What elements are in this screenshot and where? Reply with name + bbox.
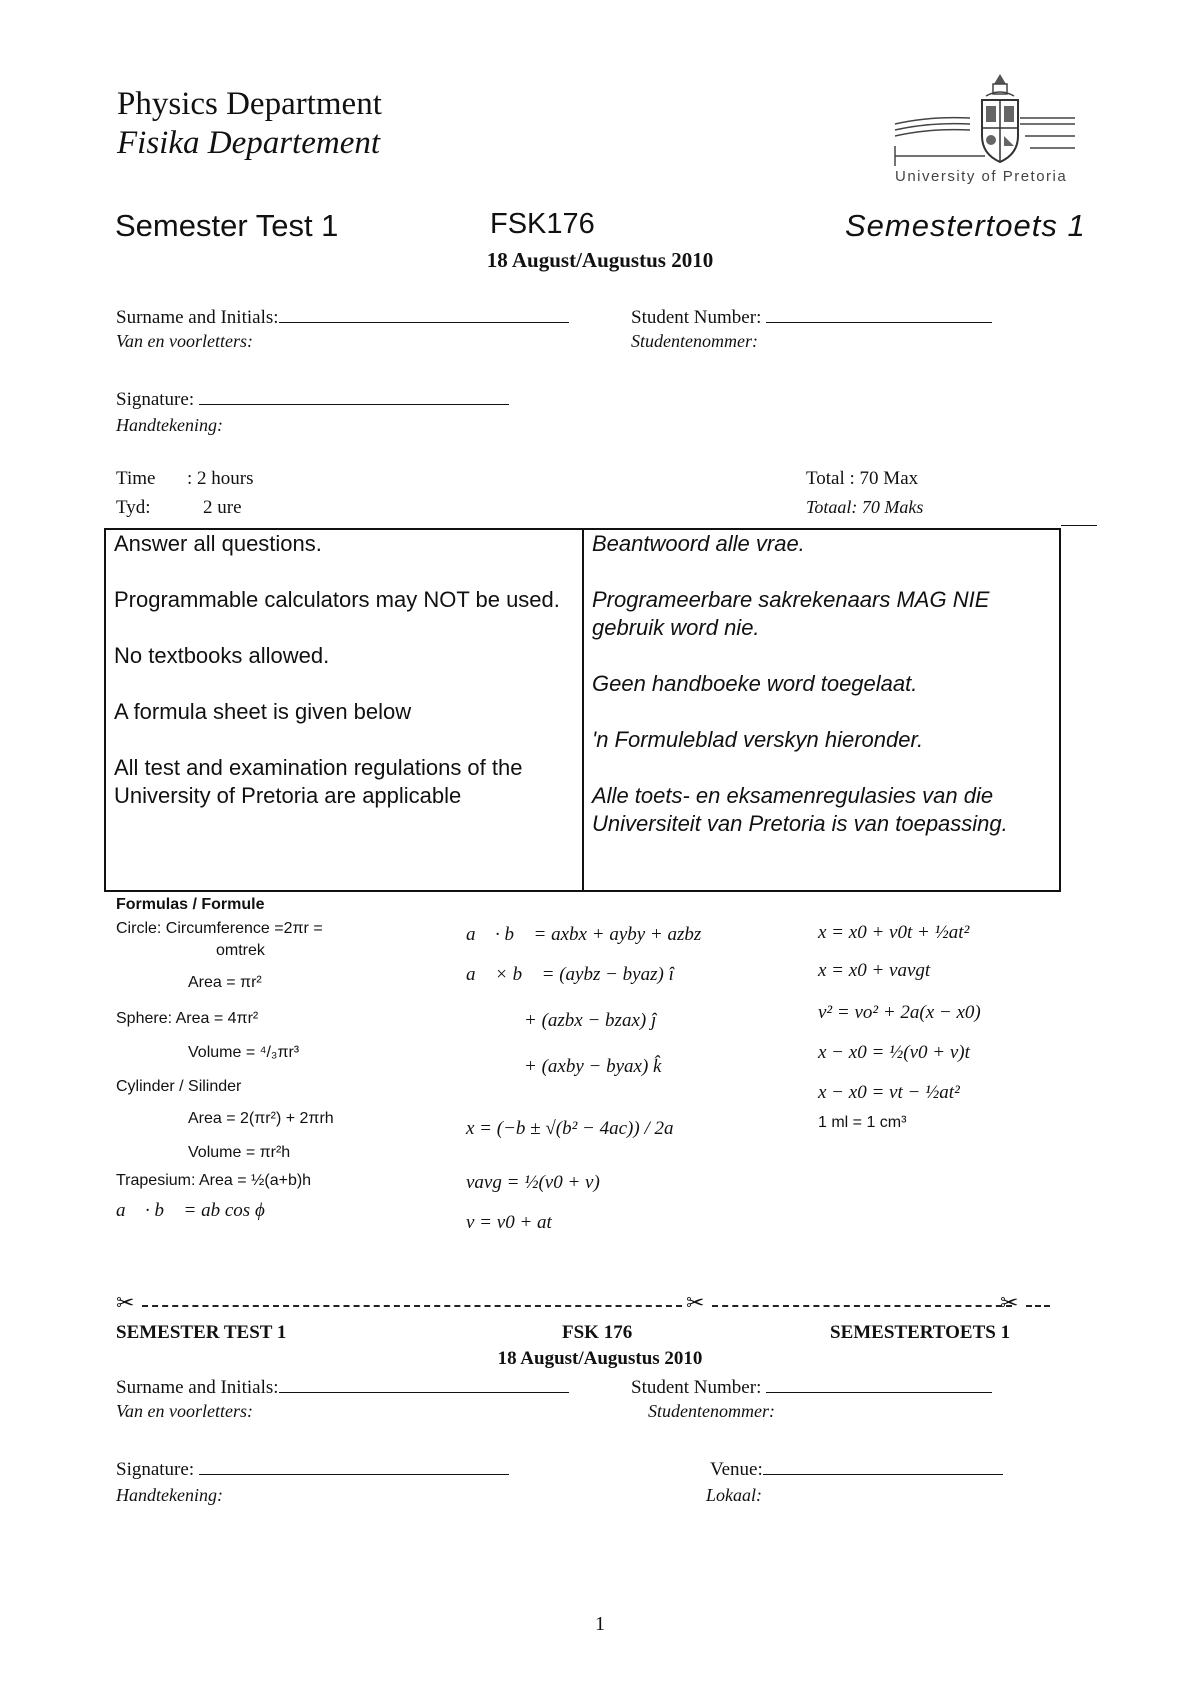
formula-ml-conversion: 1 ml = 1 cm³ <box>818 1114 907 1131</box>
instruction-af-5: Alle toets- en eksamenregulasies van die Universiteit van Pretoria is van toepassing. <box>592 783 1008 836</box>
formula-sphere-area: Sphere: Area = 4πr² <box>116 1010 259 1027</box>
formula-cylinder-heading: Cylinder / Silinder <box>116 1078 242 1095</box>
formula-quadratic: x = (−b ± √(b² − 4ac)) / 2a <box>466 1118 674 1139</box>
formula-circle-circumference: Circle: Circumference =2πr = <box>116 920 323 937</box>
student-number-field[interactable] <box>631 304 992 329</box>
university-name: University of Pretoria <box>895 168 1068 185</box>
module-code: FSK176 <box>490 208 595 240</box>
instructions-box <box>104 528 1061 892</box>
slip-student-number-sublabel: Studentenommer: <box>648 1401 775 1421</box>
student-number-sublabel: Studentenommer: <box>631 331 758 351</box>
slip-module-code: FSK 176 <box>562 1322 633 1343</box>
slip-date: 18 August/Augustus 2010 <box>497 1348 703 1369</box>
formula-cylinder-volume: Volume = πr²h <box>188 1144 291 1161</box>
student-number-blank[interactable] <box>766 304 992 323</box>
instruction-af-3: Geen handboeke word toegelaat. <box>592 671 918 696</box>
surname-field[interactable] <box>116 304 569 329</box>
signature-blank[interactable] <box>199 386 509 405</box>
surname-blank[interactable] <box>279 304 569 323</box>
totaal-marks: Totaal: 70 Maks <box>806 497 924 517</box>
scissors-icon: ✂ <box>686 1290 705 1315</box>
formula-kinematics-4: x − x0 = ½(v0 + v)t <box>818 1042 970 1063</box>
cut-line-dash-3 <box>1026 1305 1050 1307</box>
instruction-af-4: 'n Formuleblad verskyn hieronder. <box>592 727 924 752</box>
scissors-icon: ✂ <box>116 1290 135 1315</box>
slip-student-number-label: Student Number: <box>631 1377 762 1398</box>
box-line-extension <box>1061 525 1097 526</box>
formula-dot-product: a⃗ · b⃗ = axbx + ayby + azbz <box>466 924 702 945</box>
test-title-af: Semestertoets 1 <box>845 208 1086 243</box>
test-title-en: Semester Test 1 <box>115 208 339 243</box>
formula-trapezium: Trapesium: Area = ½(a+b)h <box>116 1172 312 1189</box>
slip-surname-label: Surname and Initials: <box>116 1377 279 1398</box>
formula-dot-product-polar: a⃗ · b⃗ = ab cos ϕ <box>116 1200 265 1221</box>
tyd-label: Tyd: <box>116 497 151 518</box>
slip-signature-field[interactable] <box>116 1456 509 1481</box>
slip-student-number-blank[interactable] <box>766 1374 992 1393</box>
slip-title-en: SEMESTER TEST 1 <box>116 1322 287 1343</box>
signature-field[interactable] <box>116 386 509 411</box>
instruction-en-1: Answer all questions. <box>114 531 322 556</box>
slip-surname-sublabel: Van en voorletters: <box>116 1401 253 1421</box>
slip-surname-field[interactable] <box>116 1374 569 1399</box>
formula-velocity: v = v0 + at <box>466 1212 552 1233</box>
department-title-en: Physics Department <box>117 86 382 122</box>
slip-signature-sublabel: Handtekening: <box>116 1485 223 1505</box>
formula-sphere-volume: Volume = ⁴/₃πr³ <box>188 1044 300 1061</box>
slip-surname-blank[interactable] <box>279 1374 569 1393</box>
signature-label: Signature: <box>116 389 195 410</box>
instruction-en-4: A formula sheet is given below <box>114 699 412 724</box>
slip-venue-field[interactable] <box>710 1456 1003 1481</box>
formula-kinematics-2: x = x0 + vavgt <box>818 960 931 981</box>
formula-kinematics-3: v² = vo² + 2a(x − x0) <box>818 1002 981 1023</box>
time-value: : 2 hours <box>187 468 254 489</box>
slip-venue-blank[interactable] <box>763 1456 1003 1475</box>
total-marks: Total : 70 Max <box>806 468 919 489</box>
department-title-af: Fisika Departement <box>117 125 381 161</box>
test-date: 18 August/Augustus 2010 <box>486 248 714 272</box>
formula-cross-product-2: + (azbx − bzax) ĵ <box>524 1010 657 1031</box>
formula-circle-area: Area = πr² <box>188 974 262 991</box>
slip-title-af: SEMESTERTOETS 1 <box>830 1322 1011 1343</box>
formula-cylinder-area: Area = 2(πr²) + 2πrh <box>188 1110 334 1127</box>
slip-student-number-field[interactable] <box>631 1374 992 1399</box>
instruction-af-2: Programeerbare sakrekenaars MAG NIE gebruik word nie. <box>592 587 990 640</box>
slip-signature-label: Signature: <box>116 1459 195 1480</box>
instructions-af <box>584 530 1059 890</box>
formula-kinematics-1: x = x0 + v0t + ½at² <box>818 922 970 943</box>
instruction-en-3: No textbooks allowed. <box>114 643 330 668</box>
instructions-en <box>106 530 584 890</box>
formula-circle-omtrek: omtrek <box>216 942 265 959</box>
scissors-icon: ✂ <box>1000 1290 1019 1315</box>
time-label: Time <box>116 468 156 489</box>
student-number-label: Student Number: <box>631 307 762 328</box>
slip-venue-label: Venue: <box>710 1459 763 1480</box>
page-number: 1 <box>595 1613 605 1635</box>
slip-venue-sublabel: Lokaal: <box>706 1485 762 1505</box>
instruction-af-1: Beantwoord alle vrae. <box>592 531 805 556</box>
formula-vavg: vavg = ½(v0 + v) <box>466 1172 600 1193</box>
tyd-value: 2 ure <box>203 497 242 518</box>
instruction-en-2: Programmable calculators may NOT be used. <box>114 587 560 612</box>
cut-line <box>116 1290 1050 1316</box>
signature-sublabel: Handtekening: <box>116 415 223 435</box>
formula-cross-product-3: + (axby − byax) k̂ <box>524 1056 662 1077</box>
cut-line-dash-2 <box>712 1305 1012 1307</box>
university-crest-icon <box>890 66 1080 176</box>
surname-label: Surname and Initials: <box>116 307 279 328</box>
formula-cross-product-1: a⃗ × b⃗ = (aybz − byaz) î <box>466 964 674 985</box>
surname-sublabel: Van en voorletters: <box>116 331 253 351</box>
formula-kinematics-5: x − x0 = vt − ½at² <box>818 1082 960 1103</box>
slip-signature-blank[interactable] <box>199 1456 509 1475</box>
instruction-en-5: All test and examination regulations of the University of Pretoria are applicable <box>114 755 523 808</box>
cut-line-dash-1 <box>142 1305 682 1307</box>
formulas-heading: Formulas / Formule <box>116 896 265 913</box>
